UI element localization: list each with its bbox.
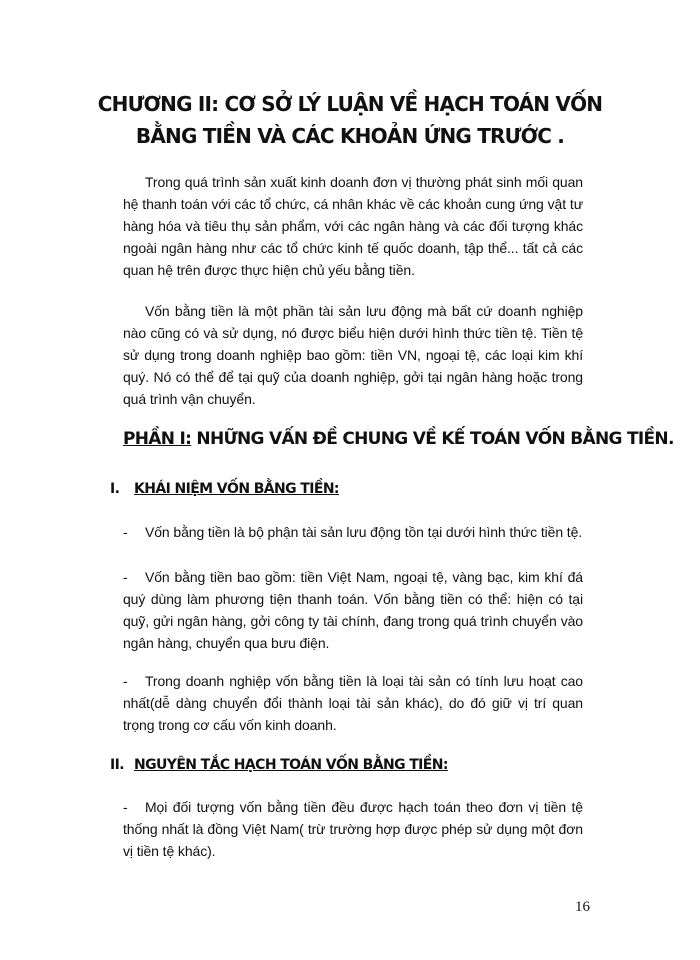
section-number: I. — [110, 481, 120, 497]
bullet-dash: - — [123, 799, 128, 815]
chapter-title-line-2: BẰNG TIỀN VÀ CÁC KHOẢN ỨNG TRƯỚC . — [135, 124, 565, 148]
bullet-dash: - — [123, 524, 128, 540]
bullet-item — [123, 566, 583, 654]
chapter-title-line-1: CHƯƠNG II: CƠ SỞ LÝ LUẬN VỀ HẠCH TOÁN VỐN — [97, 92, 603, 116]
intro-paragraph-2: Vốn bằng tiền là một phần tài sản lưu động mà bất cứ doanh nghiệp nào cũng có và sử dụng, nó được biểu hiện dưới hình thức tiền tệ. Tiền tệ sử dụng trong doanh nghiệp bao gồm: tiền VN, ngoại tệ, các loại kim khí quý. Nó có thể để tại quỹ của doanh nghiệp, gởi tại ngân hàng hoặc trong quá trình vận chuyển. — [123, 303, 583, 407]
section-heading-1 — [110, 481, 339, 497]
chapter-title — [60, 88, 640, 152]
bullet-item — [123, 521, 583, 543]
bullet-item — [123, 670, 583, 736]
section-title: NGUYÊN TẮC HẠCH TOÁN VỐN BẰNG TIỀN: — [134, 757, 448, 773]
bullet-item — [123, 796, 583, 862]
bullet-text: Vốn bằng tiền bao gồm: tiền Việt Nam, ngoại tệ, vàng bạc, kim khí đá quý dùng làm phương tiện thanh toán. Vốn bằng tiền có thể: hiện có tại quỹ, gửi ngân hàng, gởi công ty tài chính, đang trong quá trình chuyển vào ngân hàng, chuyển qua bưu điện. — [123, 569, 583, 651]
bullet-text: Vốn bằng tiền là bộ phận tài sản lưu động tồn tại dưới hình thức tiền tệ. — [145, 524, 583, 540]
section-heading-2 — [110, 757, 448, 773]
section-title: KHÁI NIỆM VỐN BẰNG TIỀN: — [134, 481, 339, 497]
page-number: 16 — [575, 899, 590, 915]
bullet-dash: - — [123, 569, 128, 585]
bullet-text: Mọi đối tượng vốn bằng tiền đều được hạch toán theo đơn vị tiền tệ thống nhất là đồng Việt Nam( trừ trường hợp được phép sử dụng một đơn vị tiền tệ khác). — [123, 799, 583, 859]
part-heading — [123, 429, 674, 449]
bullet-dash: - — [123, 673, 128, 689]
part-title: NHỮNG VẤN ĐỀ CHUNG VỀ KẾ TOÁN VỐN BẰNG TIỀN. — [191, 429, 674, 449]
section-number: II. — [110, 757, 124, 773]
part-label: PHẦN I: — [123, 429, 192, 449]
bullet-text: Trong doanh nghiệp vốn bằng tiền là loại tài sản có tính lưu hoạt cao nhất(dễ dàng chuyển đổi thành loại tài sản khác), do đó giữ vị trí quan trọng trong cơ cấu vốn kinh doanh. — [123, 673, 583, 733]
intro-paragraph-1: Trong quá trình sản xuất kinh doanh đơn vị thường phát sinh mối quan hệ thanh toán với các tổ chức, cá nhân khác về các khoản cung ứng vật tư hàng hóa và tiêu thụ sản phẩm, với các ngân hàng và các đối tượng khác ngoài ngân hàng như các tổ chức kinh tế quốc doanh, tập thể... tất cả các quan hệ trên được thực hiện chủ yếu bằng tiền. — [123, 174, 583, 278]
